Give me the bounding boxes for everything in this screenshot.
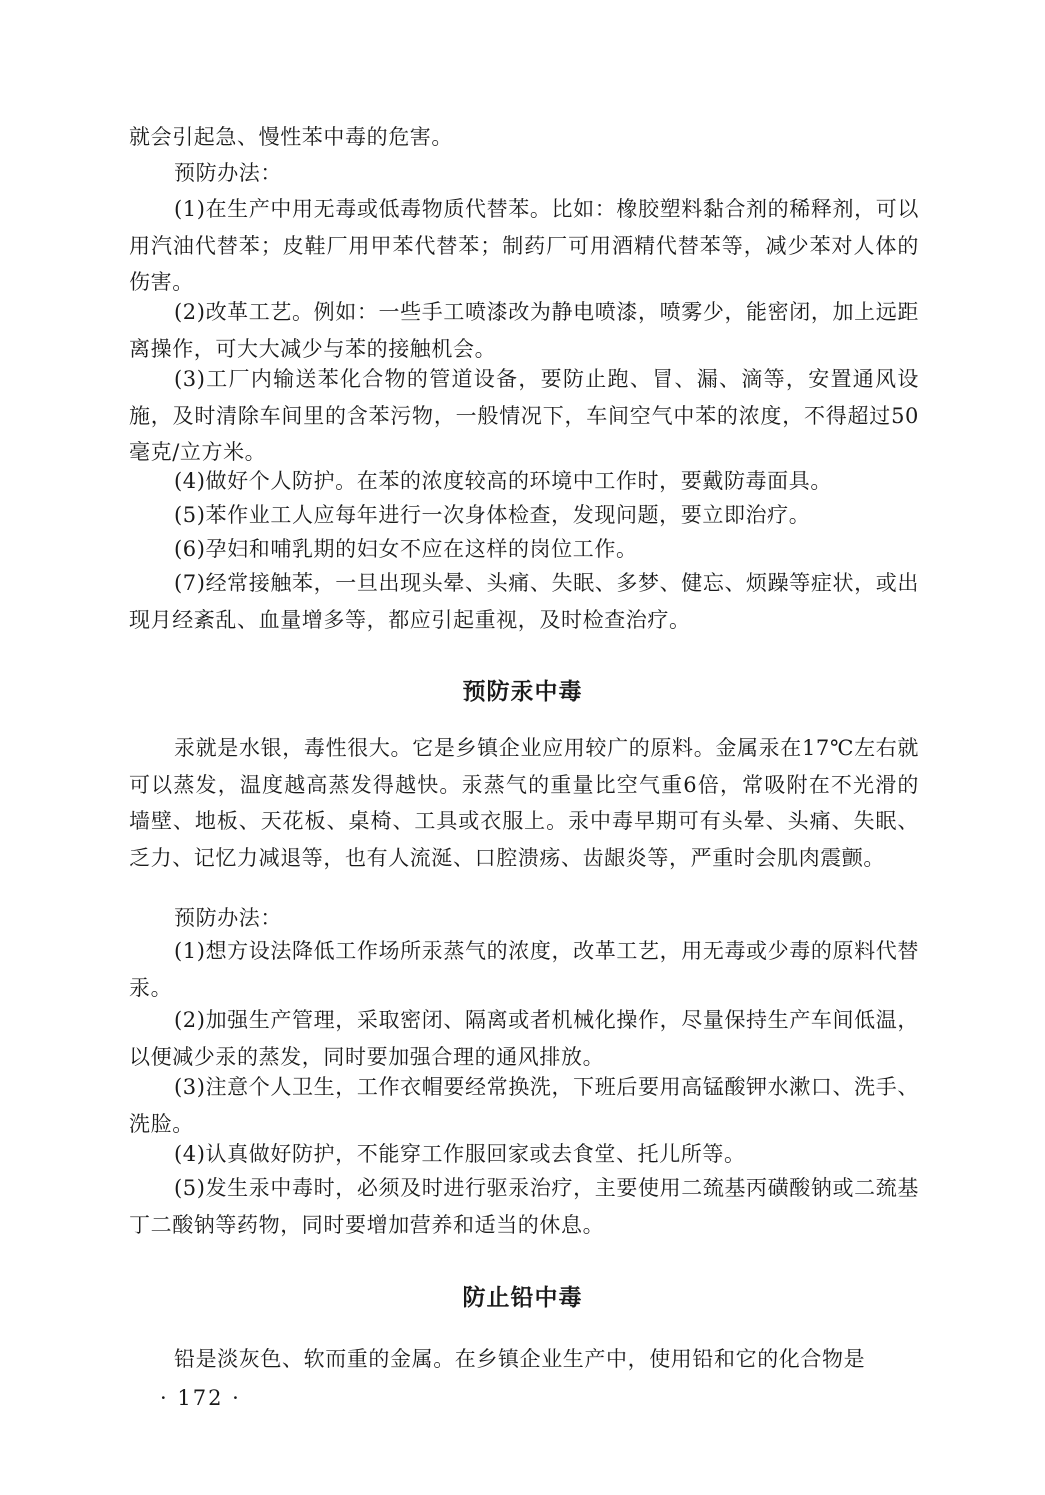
benzene-item-7: (7)经常接触苯，一旦出现头晕、头痛、失眠、多梦、健忘、烦躁等症状，或出现月经紊乱、血量增多等，都应引起重视，及时检查治疗。 <box>129 571 919 632</box>
benzene-item-4: (4)做好个人防护。在苯的浓度较高的环境中工作时，要戴防毒面具。 <box>174 469 832 493</box>
mercury-item-3: (3)注意个人卫生，工作衣帽要经常换洗，下班后要用高锰酸钾水漱口、洗手、洗脸。 <box>129 1075 919 1136</box>
mercury-heading: 预防汞中毒 <box>462 679 583 705</box>
benzene-item-5: (5)苯作业工人应每年进行一次身体检查，发现问题，要立即治疗。 <box>174 503 811 527</box>
mercury-prevention-label: 预防办法： <box>174 906 282 930</box>
benzene-item-2: (2)改革工艺。例如：一些手工喷漆改为静电喷漆，喷雾少，能密闭，加上远距离操作，可大大减少与苯的接触机会。 <box>129 300 919 361</box>
lead-heading: 防止铅中毒 <box>462 1285 583 1311</box>
mercury-item-5: (5)发生汞中毒时，必须及时进行驱汞治疗，主要使用二巯基丙磺酸钠或二巯基丁二酸钠等药物，同时要增加营养和适当的休息。 <box>129 1176 919 1237</box>
lead-intro: 铅是淡灰色、软而重的金属。在乡镇企业生产中，使用铅和它的化合物是 <box>174 1347 866 1371</box>
benzene-item-3: (3)工厂内输送苯化合物的管道设备，要防止跑、冒、漏、滴等，安置通风设施，及时清除车间里的含苯污物，一般情况下，车间空气中苯的浓度，不得超过50毫克/立方米。 <box>129 367 919 464</box>
benzene-item-1: (1)在生产中用无毒或低毒物质代替苯。比如：橡胶塑料黏合剂的稀释剂，可以用汽油代替苯；皮鞋厂用甲苯代替苯；制药厂可用酒精代替苯等，减少苯对人体的伤害。 <box>129 197 919 294</box>
benzene-prevention-label: 预防办法： <box>174 161 282 185</box>
benzene-continuation: 就会引起急、慢性苯中毒的危害。 <box>129 125 453 149</box>
mercury-intro: 汞就是水银，毒性很大。它是乡镇企业应用较广的原料。金属汞在17℃左右就可以蒸发，温度越高蒸发得越快。汞蒸气的重量比空气重6倍，常吸附在不光滑的墙壁、地板、天花板、桌椅、工具或衣服上。汞中毒早期可有头晕、头痛、失眠、乏力、记忆力减退等，也有人流涎、口腔溃疡、齿龈炎等，严重时会肌肉震颤。 <box>129 736 919 870</box>
mercury-item-2: (2)加强生产管理，采取密闭、隔离或者机械化操作，尽量保持生产车间低温，以便减少汞的蒸发，同时要加强合理的通风排放。 <box>129 1008 919 1069</box>
mercury-item-1: (1)想方设法降低工作场所汞蒸气的浓度，改革工艺，用无毒或少毒的原料代替汞。 <box>129 939 919 1000</box>
page-number: · 172 · <box>160 1386 241 1410</box>
mercury-item-4: (4)认真做好防护，不能穿工作服回家或去食堂、托儿所等。 <box>174 1142 746 1166</box>
benzene-item-6: (6)孕妇和哺乳期的妇女不应在这样的岗位工作。 <box>174 537 638 561</box>
